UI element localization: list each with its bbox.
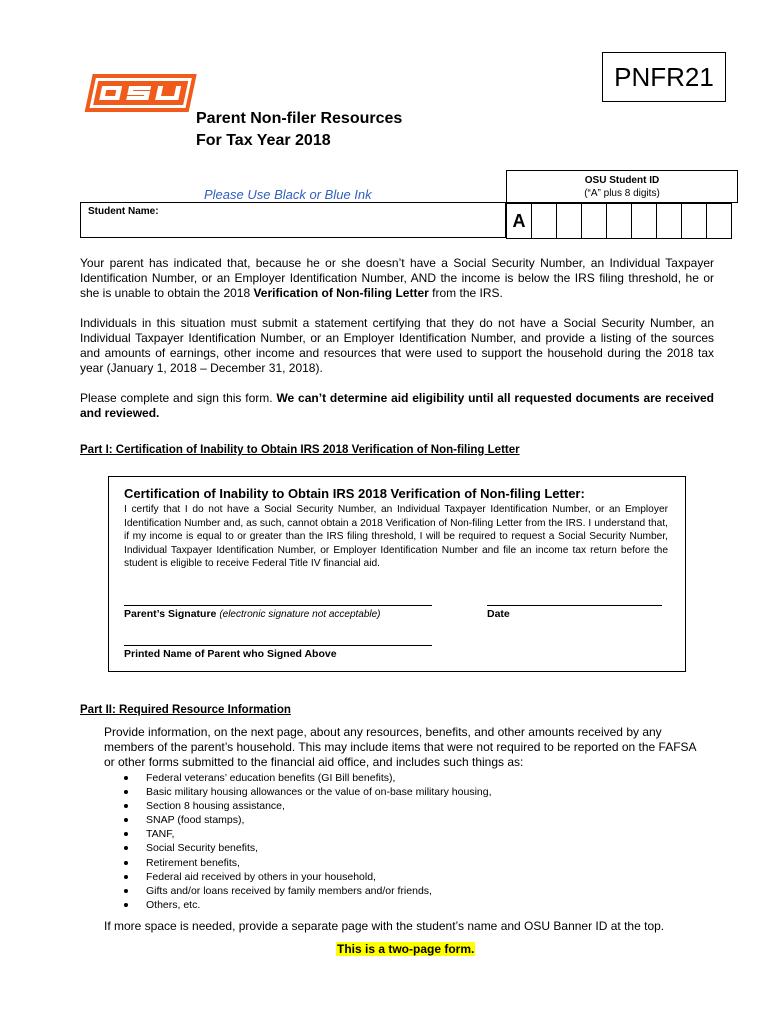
ink-instruction: Please Use Black or Blue Ink [204,187,372,202]
list-item: Federal veterans’ education benefits (GI Bill benefits), [120,771,492,785]
intro-bold-text: We can’t determine aid eligibility until all requested documents are received and reviewed. [80,391,715,420]
intro-paragraph-1 [80,256,714,301]
printed-name-line[interactable] [124,645,432,646]
student-id-header [506,170,738,203]
list-item: Social Security benefits, [120,841,492,855]
resource-list [120,771,492,912]
list-item: Gifts and/or loans received by family members and/or friends, [120,884,492,898]
list-item: Basic military housing allowances or the value of on-base military housing, [120,785,492,799]
page-subtitle: For Tax Year 2018 [196,132,331,149]
part1-heading: Part I: Certification of Inability to Obtain IRS 2018 Verification of Non-filing Letter [80,444,520,456]
list-item: Section 8 housing assistance, [120,799,492,813]
page-title: Parent Non-filer Resources [196,110,403,127]
list-item: SNAP (food stamps), [120,813,492,827]
list-item: Retirement benefits, [120,856,492,870]
intro-text: Your parent has indicated that, because he or she doesn’t have a Social Security Number, an Individual Taxpayer Identification Number, or an Employer Identification Number, AND the income is below the IRS filing threshold, he or she is unable to obtain the 2018 [80,256,714,300]
student-id-digit[interactable] [606,203,632,239]
signature-label [124,608,381,620]
list-item: Federal aid received by others in your household, [120,870,492,884]
student-name-label: Student Name: [88,206,159,217]
list-item: TANF, [120,827,492,841]
intro-text: from the IRS. [428,286,503,300]
form-code-box: PNFR21 [602,52,726,102]
signature-line[interactable] [124,605,432,606]
student-id-digit[interactable] [581,203,607,239]
student-id-digit[interactable] [681,203,707,239]
two-page-note: This is a two-page form. [337,942,475,956]
student-id-label: OSU Student ID [584,175,660,186]
date-line[interactable] [487,605,662,606]
student-id-digit[interactable] [531,203,557,239]
student-id-hint: (“A” plus 8 digits) [584,188,660,199]
part2-intro: Provide information, on the next page, about any resources, benefits, and other amounts received by any members of the parent’s household. This may include items that were not required to be reported on the FAFSA or other forms submitted to the financial aid office, and includes such things as: [104,725,696,769]
student-id-digit[interactable] [706,203,732,239]
student-id-prefix: A [506,203,532,239]
signature-note: (electronic signature not acceptable) [219,609,381,620]
certification-title: Certification of Inability to Obtain IRS 2018 Verification of Non-filing Letter: [124,486,585,501]
printed-name-label: Printed Name of Parent who Signed Above [124,648,337,660]
intro-paragraph-2: Individuals in this situation must submit a statement certifying that they do not have a Social Security Number, an Individual Taxpayer Identification Number, or an Employer Identification Number, and provide a listing of the sources and amounts of earnings, other income and resources that were used to support the household during the 2018 tax year (January 1, 2018 – December 31, 2018). [80,316,714,375]
closing-note: If more space is needed, provide a separate page with the student’s name and OSU Banner ID at the top. [104,919,665,933]
intro-text: Please complete and sign this form. [80,391,277,405]
list-item: Others, etc. [120,898,492,912]
date-label: Date [487,608,510,620]
student-id-cells [506,203,732,239]
student-id-digit[interactable] [656,203,682,239]
intro-bold-text: Verification of Non-filing Letter [253,286,429,300]
certification-text: I certify that I do not have a Social Security Number, an Individual Taxpayer Identification Number, or an Employer Identification Number and, as such, cannot obtain a 2018 Verification of Non-filing Letter from the IRS. I understand that, if my income is equal to or greater than the IRS filing threshold, I will be required to request a Social Security Number, Individual Taxpayer Identification Number, or Employer Identification Number and file an income tax return before the student is eligible to receive Federal Title IV financial aid. [124,504,668,570]
osu-logo [80,68,198,118]
intro-paragraph-3 [80,391,714,421]
student-id-digit[interactable] [556,203,582,239]
student-id-digit[interactable] [631,203,657,239]
part2-heading: Part II: Required Resource Information [80,704,291,716]
signature-label-text: Parent’s Signature [124,608,217,620]
